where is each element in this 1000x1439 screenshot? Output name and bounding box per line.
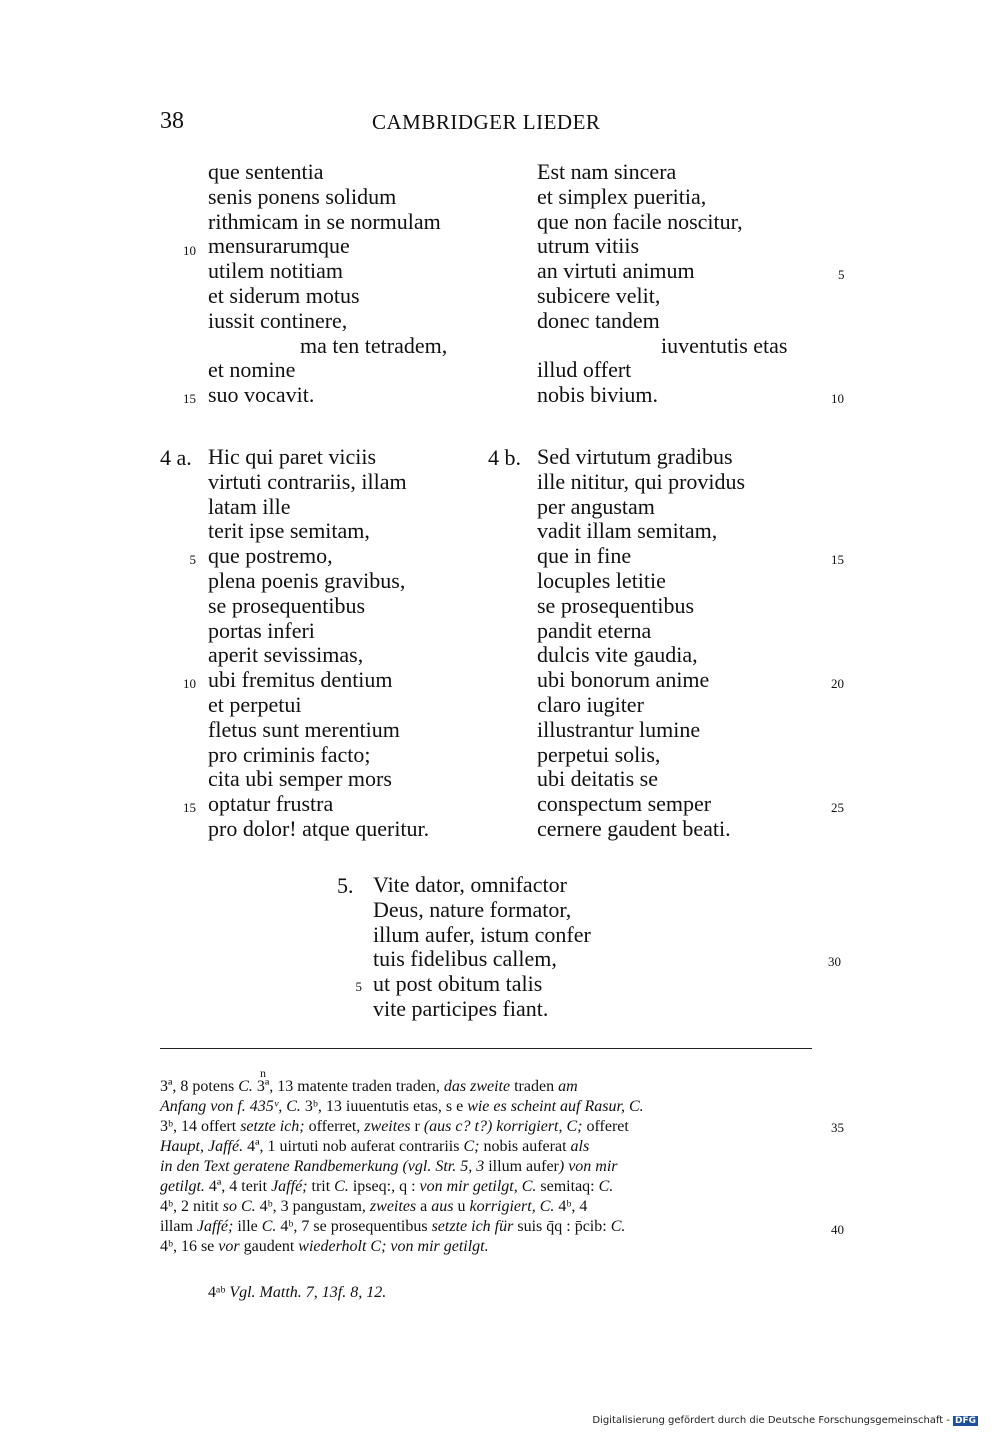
section3-right-column bbox=[537, 160, 787, 408]
line-number: 15 bbox=[183, 800, 196, 815]
footnote-run: 4ª, 4 terit bbox=[204, 1178, 272, 1195]
verse-line: que postremo, bbox=[208, 543, 333, 569]
verse-line: cernere gaudent beati. bbox=[537, 815, 731, 841]
verse-line: locuples letitie bbox=[537, 567, 666, 593]
footnote-run: 4ᵇ, 16 se bbox=[160, 1238, 219, 1255]
footnote-run: setzte ich; bbox=[240, 1118, 305, 1135]
footnote-run: 4ᵇ, 3 pangustam, bbox=[255, 1198, 370, 1215]
footnote-run: ille bbox=[233, 1218, 262, 1235]
verse-line: cita ubi semper mors bbox=[208, 766, 392, 792]
footnote-run: zweites bbox=[369, 1198, 417, 1215]
footnote-run: r bbox=[410, 1118, 424, 1135]
verse-line: utrum vitiis bbox=[537, 233, 640, 259]
verse-line: ubi bonorum anime bbox=[537, 667, 710, 693]
verse-line: Hic qui paret viciis bbox=[208, 444, 377, 469]
footnote-run: C. bbox=[610, 1218, 626, 1235]
footnote-run: illum aufer bbox=[484, 1158, 559, 1175]
critical-apparatus bbox=[160, 1077, 820, 1257]
footnote-run: C. bbox=[334, 1178, 349, 1195]
verse-line: per angustam bbox=[537, 493, 655, 519]
verse-line: subicere velit, bbox=[537, 282, 661, 308]
verse-line: illum aufer, istum confer bbox=[373, 921, 591, 947]
footnote-run: ipseq:, q : bbox=[348, 1178, 420, 1195]
footer-text: Digitalisierung gefördert durch die Deutsche Forschungsgemeinschaft - bbox=[592, 1415, 950, 1426]
running-title: CAMBRIDGER LIEDER bbox=[372, 110, 601, 134]
verse-line: Deus, nature formator, bbox=[373, 896, 572, 922]
footnote-run: u bbox=[453, 1198, 470, 1215]
footnote-run: illam bbox=[160, 1218, 197, 1235]
verse-line: donec tandem bbox=[537, 307, 660, 333]
footnote-superscript: n bbox=[260, 1066, 266, 1080]
footnote-run: semitaq: bbox=[536, 1178, 599, 1195]
footnote-run: nobis auferat bbox=[479, 1138, 571, 1155]
line-number: 10 bbox=[183, 676, 196, 691]
footnote-run: trit bbox=[307, 1178, 335, 1195]
footnote-run: C. bbox=[598, 1178, 614, 1195]
footnote-run: 4ᵇ, 7 se prosequentibus bbox=[276, 1218, 432, 1235]
footnote-run: von mir getilgt, C. bbox=[419, 1178, 537, 1195]
footnote-run: 4ᵇ, 4 bbox=[554, 1198, 588, 1215]
line-number: 5 bbox=[189, 552, 196, 567]
verse-line: senis ponens solidum bbox=[208, 183, 397, 209]
footnote-run: in den Text geratene Randbemerkung (vgl. Str. 5, 3 bbox=[160, 1158, 485, 1175]
footnote-line bbox=[160, 1077, 820, 1097]
footnote-run: am bbox=[558, 1078, 578, 1095]
footnote-run: ) von mir bbox=[558, 1158, 618, 1175]
footnote-line bbox=[160, 1177, 820, 1197]
verse-line: optatur frustra bbox=[208, 791, 334, 817]
verse-line: iussit continere, bbox=[208, 307, 348, 333]
section4-right-column bbox=[537, 445, 745, 842]
verse-line: Sed virtutum gradibus bbox=[537, 444, 733, 469]
verse-line: perpetui solis, bbox=[537, 741, 661, 767]
footnote-run: 4ᵇ, 2 nitit bbox=[160, 1198, 223, 1215]
verse-line: an virtuti animum bbox=[537, 258, 695, 284]
verse-line: iuventutis etas bbox=[661, 332, 788, 358]
verse-line: virtuti contrariis, illam bbox=[208, 468, 407, 494]
line-number: 10 bbox=[831, 391, 844, 406]
strophe-label-4b: 4 b. bbox=[488, 445, 521, 470]
verse-line: portas inferi bbox=[208, 617, 315, 643]
footnote-run: so C. bbox=[222, 1198, 256, 1215]
line-number: 5 bbox=[355, 979, 362, 994]
verse-line: mensurarumque bbox=[208, 233, 350, 259]
footnote-separator bbox=[160, 1048, 812, 1049]
section5-column bbox=[373, 873, 591, 1022]
verse-line: terit ipse semitam, bbox=[208, 518, 370, 544]
footnote-run: Jaffé; bbox=[196, 1218, 234, 1235]
line-number: 40 bbox=[831, 1222, 844, 1237]
footnote-run: wiederholt C; von mir getilgt. bbox=[298, 1238, 489, 1255]
line-number: 20 bbox=[831, 676, 844, 691]
footnote-run: 4ᵃᵇ bbox=[208, 1284, 230, 1301]
verse-line: tuis fidelibus callem, bbox=[373, 946, 557, 972]
verse-line: utilem notitiam bbox=[208, 258, 344, 284]
verse-line: vite participes fiant. bbox=[373, 995, 549, 1021]
verse-line: et nomine bbox=[208, 357, 296, 383]
footnote-run: getilgt. bbox=[160, 1178, 205, 1195]
footnote-run: suis q̄q : p̄cib: bbox=[513, 1218, 611, 1235]
verse-line: et perpetui bbox=[208, 691, 302, 717]
footnote-run: wie es scheint auf Rasur, C. bbox=[467, 1098, 644, 1115]
footnote-run: Anfang von f. 435ᵛ, C. bbox=[160, 1098, 301, 1115]
footnote-line bbox=[160, 1197, 820, 1217]
verse-line: que non facile noscitur, bbox=[537, 208, 743, 234]
section3-left-column bbox=[208, 160, 447, 408]
footnote-line bbox=[160, 1137, 820, 1157]
footnote-run: 3ª, 8 potens bbox=[160, 1078, 239, 1095]
footnote-run: setzte ich für bbox=[431, 1218, 514, 1235]
verse-line: rithmicam in se normulam bbox=[208, 208, 441, 234]
verse-line: suo vocavit. bbox=[208, 382, 315, 408]
verse-line: pandit eterna bbox=[537, 617, 652, 643]
verse-line: ubi fremitus dentium bbox=[208, 667, 393, 693]
dfg-logo: DFG bbox=[954, 1416, 976, 1426]
verse-line: Vite dator, omnifactor bbox=[373, 872, 567, 897]
verse-line: fletus sunt merentium bbox=[208, 716, 400, 742]
verse-line: dulcis vite gaudia, bbox=[537, 642, 698, 668]
footnote-run: Haupt, Jaffé. bbox=[160, 1138, 244, 1155]
footnote-run: offerret, bbox=[304, 1118, 365, 1135]
footnote-run: gaudent bbox=[239, 1238, 299, 1255]
verse-line: pro dolor! atque queritur. bbox=[208, 815, 430, 841]
verse-line: ille nititur, qui providus bbox=[537, 468, 746, 494]
footnote-run: C; bbox=[463, 1138, 480, 1155]
verse-line: nobis bivium. bbox=[537, 382, 659, 408]
verse-line: conspectum semper bbox=[537, 791, 712, 817]
verse-line: que in fine bbox=[537, 543, 632, 569]
footnote-run: Vgl. Matth. 7, 13f. 8, 12. bbox=[229, 1284, 387, 1301]
footer-credit bbox=[592, 1415, 978, 1426]
verse-line: ubi deitatis se bbox=[537, 766, 658, 792]
verse-line: illustrantur lumine bbox=[537, 716, 701, 742]
line-number: 5 bbox=[838, 267, 845, 282]
footnote-run: vor bbox=[218, 1238, 240, 1255]
verse-line: pro criminis facto; bbox=[208, 741, 371, 767]
verse-line: se prosequentibus bbox=[537, 592, 695, 618]
verse-line: et siderum motus bbox=[208, 282, 360, 308]
verse-line: plena poenis gravibus, bbox=[208, 567, 406, 593]
strophe-label-4a: 4 a. bbox=[160, 445, 192, 470]
verse-line: ma ten tetradem, bbox=[300, 332, 448, 358]
section4-left-column bbox=[208, 445, 429, 842]
footnote-run: zweites bbox=[364, 1118, 411, 1135]
footnote-line bbox=[160, 1217, 820, 1237]
scripture-reference bbox=[208, 1283, 868, 1303]
line-number: 30 bbox=[828, 954, 841, 969]
footnote-run: 3ª, 13 matente traden traden, bbox=[252, 1078, 444, 1095]
verse-line: illud offert bbox=[537, 357, 632, 383]
footnote-line bbox=[160, 1117, 820, 1137]
line-number: 15 bbox=[831, 552, 844, 567]
reference-line bbox=[208, 1283, 868, 1303]
footnote-run: traden bbox=[510, 1078, 559, 1095]
footnote-run: aus bbox=[431, 1198, 454, 1215]
verse-line: se prosequentibus bbox=[208, 592, 366, 618]
verse-line: claro iugiter bbox=[537, 691, 644, 717]
verse-line: vadit illam semitam, bbox=[537, 518, 718, 544]
footnote-line bbox=[160, 1157, 820, 1177]
page-number: 38 bbox=[160, 108, 184, 134]
footnote-run: (aus c? t?) korrigiert, C; bbox=[423, 1118, 583, 1135]
line-number: 35 bbox=[831, 1120, 844, 1135]
footnote-line bbox=[160, 1097, 820, 1117]
line-number: 10 bbox=[183, 243, 196, 258]
footnote-run: das zweite bbox=[443, 1078, 511, 1095]
verse-line: aperit sevissimas, bbox=[208, 642, 364, 668]
verse-line: latam ille bbox=[208, 493, 291, 519]
verse-line: et simplex pueritia, bbox=[537, 183, 707, 209]
footnote-run: korrigiert, C. bbox=[469, 1198, 555, 1215]
footnote-line bbox=[160, 1237, 820, 1257]
verse-line: ut post obitum talis bbox=[373, 971, 543, 997]
line-number: 25 bbox=[831, 800, 844, 815]
footnote-run: a bbox=[416, 1198, 432, 1215]
strophe-label-5: 5. bbox=[337, 873, 354, 898]
verse-line: que sententia bbox=[208, 159, 324, 184]
verse-line: Est nam sincera bbox=[537, 159, 677, 184]
footnote-run: 3ᵇ, 13 iuuentutis etas, s e bbox=[300, 1098, 468, 1115]
footnote-run: offeret bbox=[582, 1118, 629, 1135]
footnote-run: 4ª, 1 uirtuti nob auferat contrariis bbox=[243, 1138, 464, 1155]
footnote-run: 3ᵇ, 14 offert bbox=[160, 1118, 241, 1135]
footnote-run: Jaffé; bbox=[271, 1178, 308, 1195]
footnote-run: als bbox=[570, 1138, 590, 1155]
footnote-run: C. bbox=[261, 1218, 277, 1235]
footnote-run: C. bbox=[238, 1078, 253, 1095]
line-number: 15 bbox=[183, 391, 196, 406]
